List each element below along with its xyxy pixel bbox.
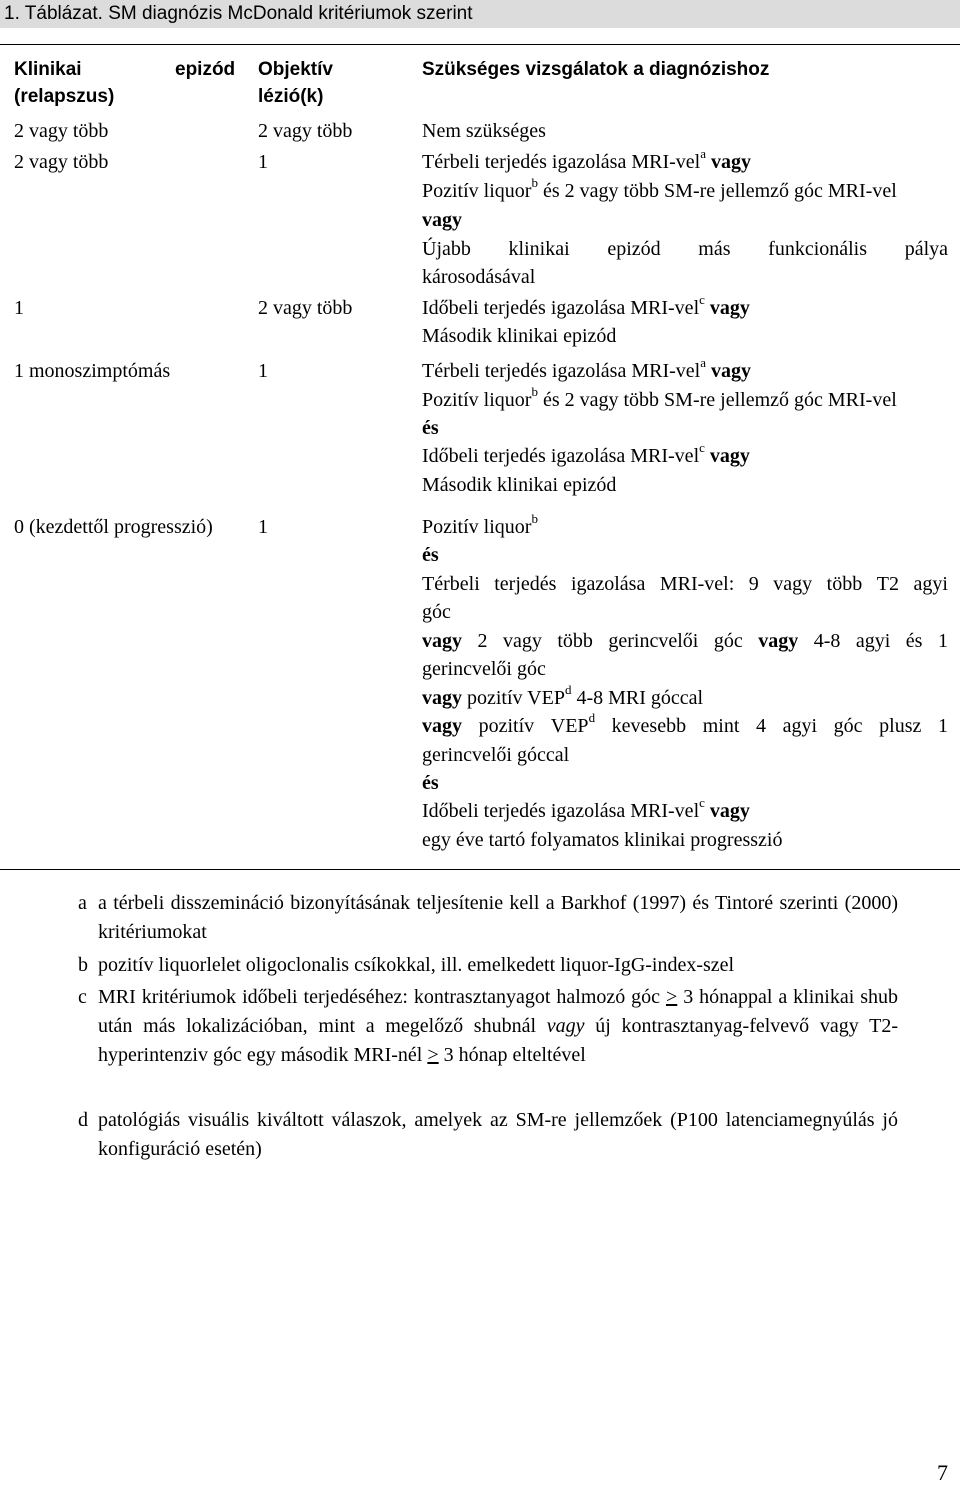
header-relapse: (relapszus)	[14, 86, 115, 107]
row4-lesion: 1	[258, 360, 268, 382]
row2-line4: Újabb klinikai epizód más funkcionális pálya	[422, 238, 948, 260]
row5-line11: Időbeli terjedés igazolása MRI-vel$^c$ vagy	[422, 795, 750, 822]
footnote-c: c MRI kritériumok időbeli terjedéséhez: kontrasztanyagot halmozó góc > 3 hónappal a klinikai shub után más lokalizációban, mint a megelőző shubnál vagy új kontrasztanyag-felvevő vagy T2-hyperintenziv góc egy második MRI-nél > 3 hónap elteltével	[78, 986, 898, 1066]
row2-clinical: 2 vagy több	[14, 151, 109, 173]
header-required-tests: Szükséges vizsgálatok a diagnózishoz	[422, 59, 770, 80]
row4-line5: Második klinikai epizód	[422, 474, 617, 496]
row5-line9: gerincvelői góccal	[422, 744, 570, 766]
row1-tests: Nem szükséges	[422, 120, 546, 142]
header-clinical: Klinikai	[14, 59, 82, 80]
row3-clinical: 1	[14, 297, 24, 319]
row5-line8: vagy pozitív VEP$^d$ kevesebb mint 4 agyi góc plusz 1	[422, 710, 948, 737]
row4-line2: Pozitív liquor$^b$ és 2 vagy több SM-re jellemző góc MRI-vel	[422, 384, 897, 411]
row5-line7: vagy pozitív VEP$^d$ 4-8 MRI góccal	[422, 682, 704, 709]
row1-lesion: 2 vagy több	[258, 120, 353, 142]
footnote-b: b pozitív liquorlelet oligoclonalis csíkokkal, ill. emelkedett liquor-IgG-index-szel	[78, 954, 735, 976]
page-number: 7	[937, 1460, 948, 1485]
table-bottom-rule	[0, 869, 960, 870]
row5-line4: góc	[422, 601, 451, 623]
row4-clinical: 1 monoszimptómás	[14, 360, 171, 382]
row5-line1: Pozitív liquor$^b$	[422, 511, 538, 538]
row2-line1: Térbeli terjedés igazolása MRI-vel$^a$ vagy	[422, 146, 751, 173]
row2-line2: Pozitív liquor$^b$ és 2 vagy több SM-re jellemző góc MRI-vel	[422, 175, 897, 202]
row4-line4: Időbeli terjedés igazolása MRI-vel$^c$ vagy	[422, 440, 750, 467]
row5-lesion: 1	[258, 516, 268, 538]
header-objective: Objektív	[258, 59, 333, 80]
row2-line3: vagy	[422, 209, 462, 231]
row4-line3: és	[422, 417, 439, 439]
row3-line1: Időbeli terjedés igazolása MRI-vel$^c$ vagy	[422, 292, 750, 319]
row5-line5: vagy 2 vagy több gerincvelői góc vagy 4-8 agyi és 1	[422, 630, 948, 652]
row2-lesion: 1	[258, 151, 268, 173]
row5-line10: és	[422, 772, 439, 794]
row4-line1: Térbeli terjedés igazolása MRI-vel$^a$ vagy	[422, 355, 751, 382]
row3-line2: Második klinikai epizód	[422, 325, 617, 347]
row5-line2: és	[422, 544, 439, 566]
footnote-a: a a térbeli disszemináció bizonyításának teljesítenie kell a Barkhof (1997) és Tintoré szerinti (2000) kritériumokat	[78, 892, 898, 943]
row1-clinical: 2 vagy több	[14, 120, 109, 142]
table-caption: 1. Táblázat. SM diagnózis McDonald kritériumok szerint	[0, 0, 960, 28]
table-top-rule	[0, 44, 960, 45]
header-episode: epizód	[175, 59, 236, 80]
row5-line3: Térbeli terjedés igazolása MRI-vel: 9 vagy több T2 agyi	[422, 573, 948, 595]
footnote-d: d patológiás visuális kiváltott válaszok, amelyek az SM-re jellemzőek (P100 latenciamegnyúlás jó konfiguráció esetén)	[78, 1109, 898, 1160]
row2-line5: károsodásával	[422, 266, 536, 288]
row5-clinical: 0 (kezdettől progresszió)	[14, 516, 213, 538]
row3-lesion: 2 vagy több	[258, 297, 353, 319]
row5-line12: egy éve tartó folyamatos klinikai progresszió	[422, 829, 783, 851]
header-lesion: lézió(k)	[258, 86, 324, 107]
row5-line6: gerincvelői góc	[422, 658, 546, 680]
